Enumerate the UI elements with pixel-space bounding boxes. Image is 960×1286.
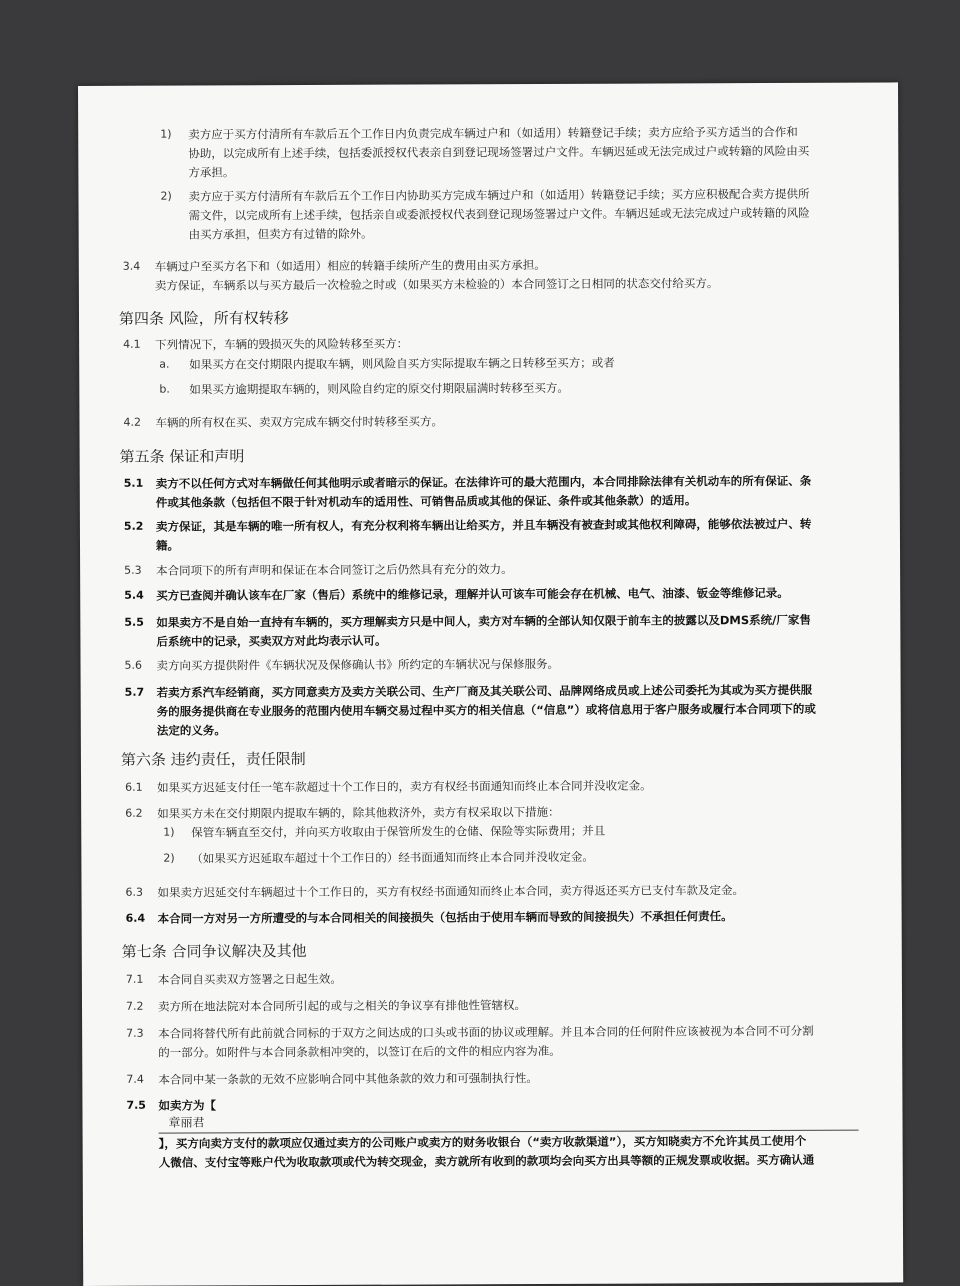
- clause-6-2-2: （如果买方迟延取车超过十个工作日的）经书面通知而终止本合同并没收定金。: [191, 849, 594, 866]
- clause-3-4-line-2: 卖方保证，车辆系以与买方最后一次检验之时或（如果买方未检验的）本合同签订之日相同的状态交付给买方。: [154, 276, 719, 293]
- article-6-heading: 第六条 违约责任，责任限制: [120, 750, 306, 769]
- clause-number: 6.1: [125, 780, 143, 794]
- item-2-line-1: 卖方应于买方付清所有车款后五个工作日内协助买方完成车辆过户和（如适用）转籍登记手续；买方应积极配合卖方提供所: [188, 186, 810, 204]
- article-4-heading: 第四条 风险，所有权转移: [118, 309, 289, 328]
- clause-number: 5.2: [123, 519, 144, 533]
- clause-5-5-line-2: 后系统中的记录，买卖双方对此均表示认可。: [156, 633, 387, 649]
- clause-5-5-line-1: 如果卖方不是自始一直持有车辆的，买方理解卖方只是中间人，卖方对车辆的全部认知仅限于前车主的披露以及DMS系统/厂家售: [156, 612, 811, 630]
- sub-number: a.: [159, 357, 170, 371]
- item-1-line-2: 协助，以完成所有上述手续，包括委派授权代表亲自到登记现场签署过户文件。车辆迟延或无法完成过户或转籍的风险由买: [188, 143, 810, 161]
- clause-number: 5.5: [124, 615, 144, 629]
- item-number: 1): [160, 127, 172, 141]
- clause-number: 7.3: [126, 1026, 144, 1040]
- clause-number: 5.3: [124, 563, 142, 577]
- clause-5-4-line-1: 买方已查阅并确认该车在厂家（售后）系统中的维修记录，理解并认可该车可能会存在机械、电气、油漆、钣金等维修记录。: [156, 585, 789, 603]
- clause-number: 6.2: [125, 806, 143, 820]
- clause-7-3-line-2: 的一部分。如附件与本合同条款相冲突的，以签订在后的文件的相应内容为准。: [158, 1043, 561, 1060]
- clause-6-4-text: 本合同一方对另一方所遭受的与本合同相关的间接损失（包括由于使用车辆而导致的间接损失）不承担任何责任。: [157, 909, 733, 926]
- article-5-heading: 第五条 保证和声明: [119, 447, 245, 466]
- item-2-line-3: 由买方承担，但卖方有过错的除外。: [188, 226, 373, 242]
- clause-number: 5.4: [124, 588, 144, 602]
- item-2-line-2: 需文件，以完成所有上述手续，包括亲自或委派授权代表到登记现场签署过户文件。车辆迟延或无法完成过户或转籍的风险: [188, 205, 810, 223]
- clause-6-2-1: 保管车辆直至交付，并向买方收取由于保管所发生的仓储、保险等实际费用；并且: [191, 823, 606, 840]
- clause-number: 3.4: [122, 259, 141, 273]
- clause-5-7-line-3: 法定的义务。: [156, 723, 226, 738]
- clause-4-2-text: 车辆的所有权在买、卖双方完成车辆交付时转移至买方。: [155, 414, 443, 430]
- clause-number: 4.2: [123, 415, 141, 429]
- item-1-line-1: 卖方应于买方付清所有车款后五个工作日内负责完成车辆过户和（如适用）转籍登记手续；卖方应给予买方适当的合作和: [188, 124, 798, 142]
- clause-number: 7.1: [125, 972, 144, 986]
- clause-number: 7.5: [126, 1098, 146, 1112]
- clause-7-5-line-2: 人微信、支付宝等账户代为收取款项或代为转交现金，卖方就所有收到的款项均会向买方出具等额的正规发票或收据。买方确认通: [158, 1152, 815, 1170]
- clause-number: 5.1: [123, 476, 144, 490]
- clause-number: 7.2: [125, 999, 144, 1013]
- clause-4-1-b: 如果买方逾期提取车辆的，则风险自约定的原交付期限届满时转移至买方。: [189, 380, 569, 397]
- sub-number: 2): [163, 851, 175, 865]
- clause-3-4-line-1: 车辆过户至买方名下和（如适用）相应的转籍手续所产生的费用由买方承担。: [154, 257, 546, 274]
- clause-number: 7.4: [126, 1072, 144, 1086]
- clause-5-2-line-2: 籍。: [155, 538, 180, 553]
- clause-5-7-line-1: 若卖方系汽车经销商，买方同意卖方及卖方关联公司、生产厂商及其关联公司、品牌网络成员或上述公司委托为其或为买方提供服: [156, 682, 813, 700]
- clause-6-1-text: 如果买方迟延支付任一笔车款超过十个工作日的，卖方有权经书面通知而终止本合同并没收定金。: [157, 778, 652, 795]
- contract-page: [78, 82, 903, 1286]
- clause-5-2-line-1: 卖方保证，其是车辆的唯一所有权人，有充分权利将车辆出让给买方，并且车辆没有被查封或其他权利障碍，能够依法被过户、转: [155, 516, 812, 534]
- clause-number: 5.6: [124, 658, 143, 672]
- item-number: 2): [160, 189, 172, 203]
- clause-5-6-line-1: 卖方向买方提供附件《车辆状况及保修确认书》所约定的车辆状况与保修服务。: [156, 656, 560, 673]
- clause-7-3-line-1: 本合同将替代所有此前就合同标的于双方之间达成的口头或书面的协议或理解。并且本合同的任何附件应该被视为本合同不可分割: [158, 1023, 814, 1041]
- clause-4-1-text: 下列情况下，车辆的毁损灭失的风险转移至买方：: [155, 336, 409, 352]
- clause-7-5-label: 如卖方为【: [158, 1098, 216, 1113]
- clause-5-1-line-1: 卖方不以任何方式对车辆做任何其他明示或者暗示的保证。在法律许可的最大范围内，本合同排除法律有关机动车的所有保证、条: [155, 473, 812, 491]
- sub-number: 1): [163, 825, 175, 839]
- clause-5-7-line-2: 务的服务提供商在专业服务的范围内使用车辆交易过程中买方的相关信息（“信息”）或将信息用于客户服务或履行本合同项下的或: [156, 701, 816, 719]
- clause-7-2-text: 卖方所在地法院对本合同所引起的或与之相关的争议享有排他性管辖权。: [157, 998, 527, 1014]
- sub-number: b.: [159, 382, 170, 396]
- article-7-heading: 第七条 合同争议解决及其他: [121, 942, 307, 961]
- clause-7-5-line-1: 】，买方向卖方支付的款项应仅通过卖方的公司账户或卖方的财务收银台（“卖方收款渠道”），买方知晓卖方不允许其员工使用个: [158, 1133, 807, 1151]
- clause-number: 6.3: [125, 885, 144, 899]
- clause-number: 6.4: [125, 911, 146, 925]
- clause-5-1-line-2: 件或其他条款（包括但不限于针对机动车的适用性、可销售品质或其他的保证、条件或其他条款）的适用。: [155, 493, 697, 510]
- seller-name-field: 章丽君: [168, 1115, 205, 1130]
- clause-number: 4.1: [123, 337, 141, 351]
- clause-4-1-a: 如果买方在交付期限内提取车辆，则风险自买方实际提取车辆之日转移至买方；或者: [189, 355, 615, 372]
- clause-6-3-text: 如果卖方迟延交付车辆超过十个工作日的，买方有权经书面通知而终止本合同，卖方得返还买方已支付车款及定金。: [157, 883, 745, 900]
- item-1-line-3: 方承担。: [188, 165, 235, 180]
- clause-7-4-text: 本合同中某一条款的无效不应影响合同中其他条款的效力和可强制执行性。: [158, 1071, 538, 1087]
- clause-7-1-text: 本合同自买卖双方签署之日起生效。: [157, 971, 342, 987]
- clause-number: 5.7: [124, 685, 145, 699]
- clause-5-3-line-1: 本合同项下的所有声明和保证在本合同签订之后仍然具有充分的效力。: [156, 562, 513, 578]
- clause-6-2-text: 如果买方未在交付期限内提取车辆的，除其他救济外，卖方有权采取以下措施：: [157, 804, 560, 821]
